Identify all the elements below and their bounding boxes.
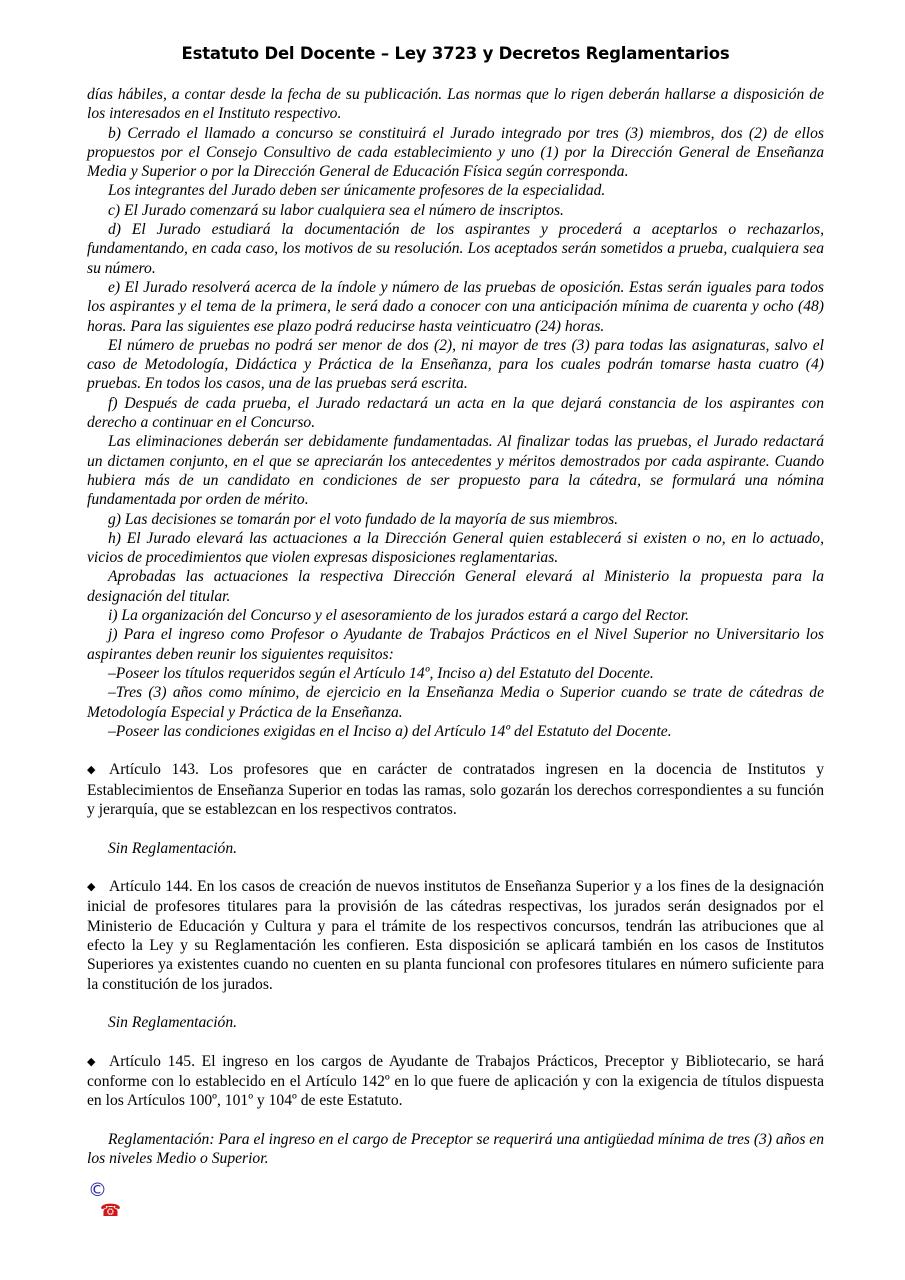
article-143-text: Artículo 143. Los profesores que en carácter de contratados ingresen en la docencia de Institutos y Establecimientos de Enseñanza Superior en todas las ramas, solo gozarán los derechos correspondientes a su función y jerarquía, que se establezcan en los respectivos contratos. bbox=[87, 761, 824, 818]
sin-reglamentacion-note: Sin Reglamentación. bbox=[108, 839, 238, 857]
copyright-icon: © bbox=[88, 1179, 107, 1201]
article-145 bbox=[87, 1052, 824, 1111]
document-body bbox=[87, 85, 824, 1169]
paragraph-eliminaciones: Las eliminaciones deberán ser debidamente fundamentadas. Al finalizar todas las pruebas, el Jurado redactará un dictamen conjunto, en el que se apreciarán los antecedentes y méritos demostrados por cada aspirante. Cuando hubiera más de un candidato en condiciones de ser propuesto para la cátedra, se formulará una nómina fundamentada por orden de mérito. bbox=[87, 433, 824, 509]
article-144 bbox=[87, 877, 824, 994]
diamond-bullet-icon: ◆ bbox=[87, 881, 96, 894]
article-143 bbox=[87, 760, 824, 819]
requirement-item: –Tres (3) años como mínimo, de ejercicio en la Enseñanza Media o Superior cuando se trate de cátedras de Metodología Especial y Práctica de la Enseñanza. bbox=[87, 684, 824, 721]
paragraph-h: h) El Jurado elevará las actuaciones a la Dirección General quien establecerá si existen o no, en lo actuado, vicios de procedimientos que violen expresas disposiciones reglamentarias. bbox=[87, 529, 824, 567]
paragraph-jurado-integrantes: Los integrantes del Jurado deben ser únicamente profesores de la especialidad. bbox=[108, 182, 606, 200]
diamond-bullet-icon: ◆ bbox=[87, 764, 96, 777]
article-144-text: Artículo 144. En los casos de creación de nuevos institutos de Enseñanza Superior y a los fines de la designación inicial de profesores titulares para la provisión de las cátedras respectivas, los jurados serán designados por el Ministerio de Educación y Cultura y para el trámite de los respectivos concursos, tendrán las atribuciones que al efecto la Ley y su Reglamentación les confieren. Esta disposición se aplicará también en los casos de Institutos Superiores ya existentes cuando no cuenten en su planta funcional con profesores titulares en número suficiente para la constitución de los jurados. bbox=[87, 878, 824, 993]
article-145-text: Artículo 145. El ingreso en los cargos de Ayudante de Trabajos Prácticos, Preceptor y Bibliotecario, se hará conforme con lo establecido en el Artículo 142º en lo que fuere de aplicación y con la exigencia de títulos dispuesta en los Artículos 100º, 101º y 104º de este Estatuto. bbox=[87, 1052, 824, 1110]
paragraph-g: g) Las decisiones se tomarán por el voto fundado de la mayoría de sus miembros. bbox=[108, 510, 619, 528]
paragraph-continuation: días hábiles, a contar desde la fecha de su publicación. Las normas que lo rigen deberán hallarse a disposición de los interesados en el Instituto respectivo. bbox=[87, 86, 824, 123]
paragraph-e: e) El Jurado resolverá acerca de la índole y número de las pruebas de oposición. Estas serán iguales para todos los aspirantes y el tema de la primera, le será dado a conocer con una anticipación mínima de cuarenta y ocho (48) horas. Para las siguientes ese plazo podrá reducirse hasta veinticuatro (24) horas. bbox=[87, 278, 824, 335]
paragraph-f: f) Después de cada prueba, el Jurado redactará un acta en la que dejará constancia de los aspirantes con derecho a continuar en el Concurso. bbox=[87, 394, 824, 432]
paragraph-numero-pruebas: El número de pruebas no podrá ser menor de dos (2), ni mayor de tres (3) para todas las asignaturas, salvo el caso de Metodología, Didáctica y Práctica de la Enseñanza, para los cuales podrán tomarse hasta cuatro (4) pruebas. En todos los casos, una de las pruebas será escrita. bbox=[87, 336, 824, 393]
paragraph-c: c) El Jurado comenzará su labor cualquiera sea el número de inscriptos. bbox=[108, 201, 564, 219]
paragraph-j: j) Para el ingreso como Profesor o Ayudante de Trabajos Prácticos en el Nivel Superior no Universitario los aspirantes deben reunir los siguientes requisitos: bbox=[87, 626, 824, 663]
paragraph-d: d) El Jurado estudiará la documentación de los aspirantes y procederá a aceptarlos o rechazarlos, fundamentando, en cada caso, los motivos de su resolución. Los aceptados serán sometidos a prueba, cualquiera sea su número. bbox=[87, 221, 824, 277]
page-footer bbox=[88, 1180, 121, 1222]
paragraph-i: i) La organización del Concurso y el asesoramiento de los jurados estará a cargo del Rector. bbox=[108, 607, 689, 625]
paragraph-b: b) Cerrado el llamado a concurso se constituirá el Jurado integrado por tres (3) miembros, dos (2) de ellos propuestos por el Consejo Consultivo de cada establecimiento y uno (1) por la Dirección General de Enseñanza Media y Superior o por la Dirección General de Educación Física según corresponda. bbox=[87, 124, 824, 181]
paragraph-aprobadas: Aprobadas las actuaciones la respectiva Dirección General elevará al Ministerio la propuesta para la designación del titular. bbox=[87, 568, 824, 605]
phone-icon: ☎ bbox=[100, 1201, 122, 1221]
diamond-bullet-icon: ◆ bbox=[87, 1055, 96, 1068]
requirement-item: –Poseer las condiciones exigidas en el Inciso a) del Artículo 14º del Estatuto del Docente. bbox=[108, 722, 672, 740]
requirement-item: –Poseer los títulos requeridos según el Artículo 14º, Inciso a) del Estatuto del Docente. bbox=[108, 664, 654, 682]
sin-reglamentacion-note: Sin Reglamentación. bbox=[108, 1014, 238, 1032]
reglamentacion-paragraph: Reglamentación: Para el ingreso en el cargo de Preceptor se requerirá una antigüedad mínima de tres (3) años en los niveles Medio o Superior. bbox=[87, 1131, 825, 1168]
page-header-title: Estatuto Del Docente – Ley 3723 y Decretos Reglamentarios bbox=[181, 44, 730, 63]
